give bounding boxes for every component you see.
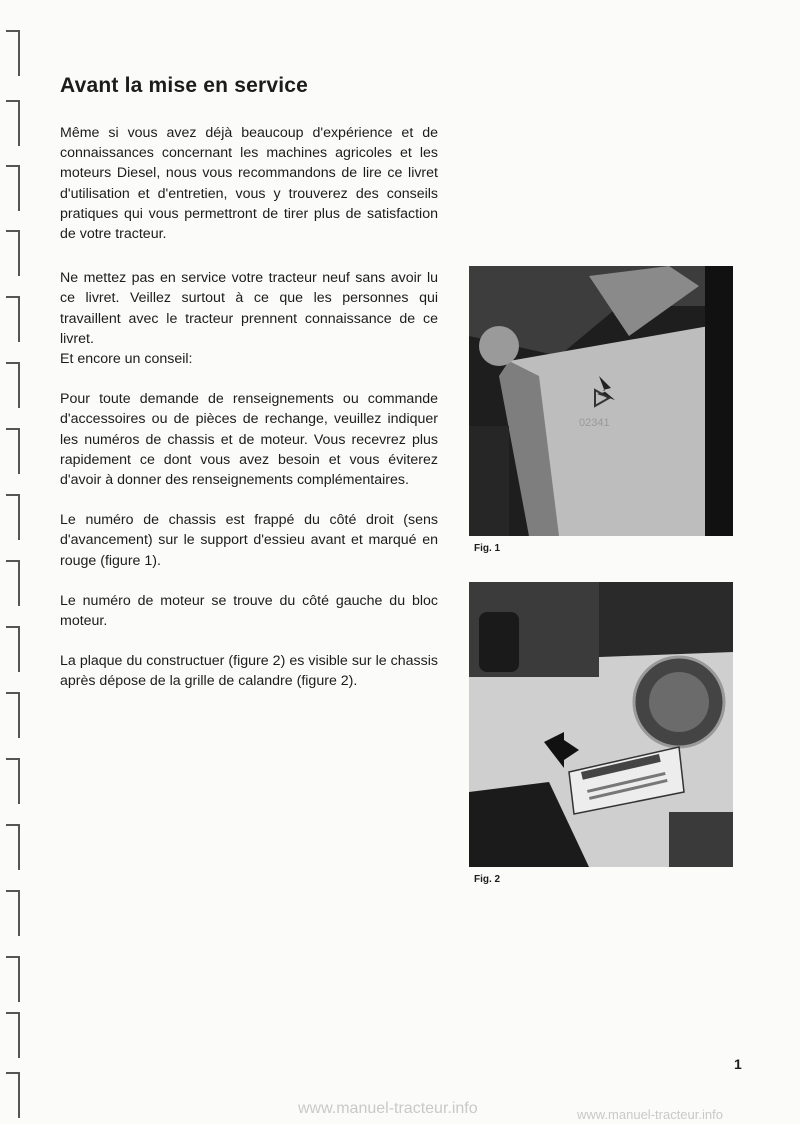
paragraph-read-manual: Ne mettez pas en service votre tracteur neuf sans avoir lu ce livret. Veillez surtout à ce que les personnes qui travaillent avec le tracteur prennent connaissance de ce livret. <box>60 270 438 347</box>
figure-2-photo <box>469 582 733 867</box>
figure-1-caption: Fig. 1 <box>474 543 501 554</box>
paragraph-advice: Et encore un conseil: <box>60 351 193 368</box>
paragraph-engine-number: Le numéro de moteur se trouve du côté gauche du bloc moteur. <box>60 592 438 630</box>
figure-2-caption: Fig. 2 <box>474 874 501 885</box>
page-title: Avant la mise en service <box>60 74 308 97</box>
paragraph-orders: Pour toute demande de renseignements ou commande d'accessoires ou de pièces de rechange, veuillez indiquer les numéros de chassis et de moteur. Vous recevrez plus rapidement ce dont vous avez besoin et vous éviterez d'avoir à donner des renseignements complémentaires. <box>60 391 438 489</box>
page-number: 1 <box>734 1056 742 1072</box>
paragraph-chassis-number: Le numéro de chassis est frappé du côté droit (sens d'avancement) sur le support d'essieu avant et marqué en rouge (figure 1). <box>60 512 438 569</box>
paragraph-intro: Même si vous avez déjà beaucoup d'expérience et de connaissances concernant les machines agricoles et les moteurs Diesel, nous vous recommandons de lire ce livret d'utilisation et d'entretien, vous y trouverez des conseils pratiques qui vous permettront de tirer plus de satisfaction de votre tracteur. <box>60 125 438 243</box>
watermark-right: www.manuel-tracteur.info <box>577 1107 723 1122</box>
paragraph-maker-plate: La plaque du constructuer (figure 2) es visible sur le chassis après dépose de la grille de calandre (figure 2). <box>60 653 438 690</box>
body-text <box>60 123 438 692</box>
figure-1-photo <box>469 266 733 536</box>
watermark-center: www.manuel-tracteur.info <box>298 1100 478 1117</box>
binding-marks <box>0 0 26 1124</box>
svg-text:02341: 02341 <box>579 417 610 429</box>
